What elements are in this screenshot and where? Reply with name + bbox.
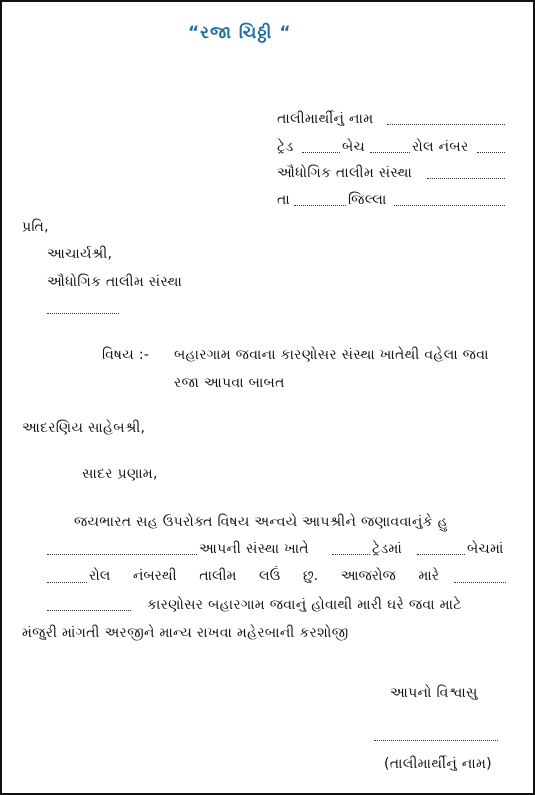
closing-name: (તાલીમાર્થીનું નામ) [384,756,492,772]
institute-blank [427,178,505,179]
subject-line-1: બહારગામ જવાના કારણોસર સંસ્થા ખાતેથી વહેલા જવા [174,347,489,363]
taluka-label: તા [277,192,291,208]
reason-blank-2 [47,610,131,611]
subject-line-2: રજા આપવા બાબત [174,375,285,391]
prati-text: પ્રતિ, [22,219,49,235]
taluka-blank [294,205,346,206]
district-label: જિલ્લા [348,192,387,208]
body-line-2a: આપની સંસ્થા ખાતે [199,541,309,557]
salutation: આદરણિય સાહેબશ્રી, [22,420,146,436]
roll-no-blank [477,152,505,153]
reason-blank-1 [454,582,506,583]
letter-title: “રજા ચિઠ્ઠી “ [188,23,292,43]
body-word: છુ. [302,568,319,584]
body-line-1: જયભારત સહ ઉપરોક્ત વિષય અન્વયે આપશ્રીને જણાવવાનુંકે હુ [74,514,448,530]
recipient-place-blank [47,313,119,314]
body-word: તાલીમ [199,568,237,584]
body-line-2b: ટ્રેડમાં [372,541,403,557]
name-blank [47,554,197,555]
body-line-5: મંજુરી માંગતી અરજીને માન્ય રાખવા મહેરબાની કરશોજી [22,625,349,641]
trade-blank [302,152,340,153]
trainee-name-blank [387,124,505,125]
body-line-2c: બેચમાં [467,541,504,557]
batch-label: બેચ [342,139,366,155]
trade-label: ટ્રેડ [277,139,294,155]
principal-text: આચાર્યશ્રી, [47,246,113,262]
signature-blank [374,740,498,741]
trainee-name-label: તાલીમાર્થીનું નામ [277,111,374,127]
body-line-3 [89,568,439,584]
roll-no-label: રોલ નંબર [412,139,469,155]
body-word: મારે [418,568,439,584]
body-word: રોલ [89,568,111,584]
body-word: લઉં [259,568,281,584]
district-blank [394,205,505,206]
body-word: નંબરથી [132,568,177,584]
batch-blank [370,152,410,153]
recipient-institute-text: ઔધોગિક તાલીમ સંસ્થા [47,274,183,290]
greeting: સાદર પ્રણામ, [82,466,158,482]
subject-label: વિષય :- [102,347,150,363]
batch-inline-blank [417,554,465,555]
trade-inline-blank [332,554,370,555]
body-line-4: કારણોસર બહારગામ જવાનું હોવાથી મારી ઘરે જવા માટે [147,597,462,613]
roll-inline-blank [47,582,87,583]
institute-label: ઔધોગિક તાલીમ સંસ્થા [277,165,413,181]
body-word: આજરોજ [340,568,396,584]
closing-yours: આપનો વિશ્વાસુ [390,685,478,701]
